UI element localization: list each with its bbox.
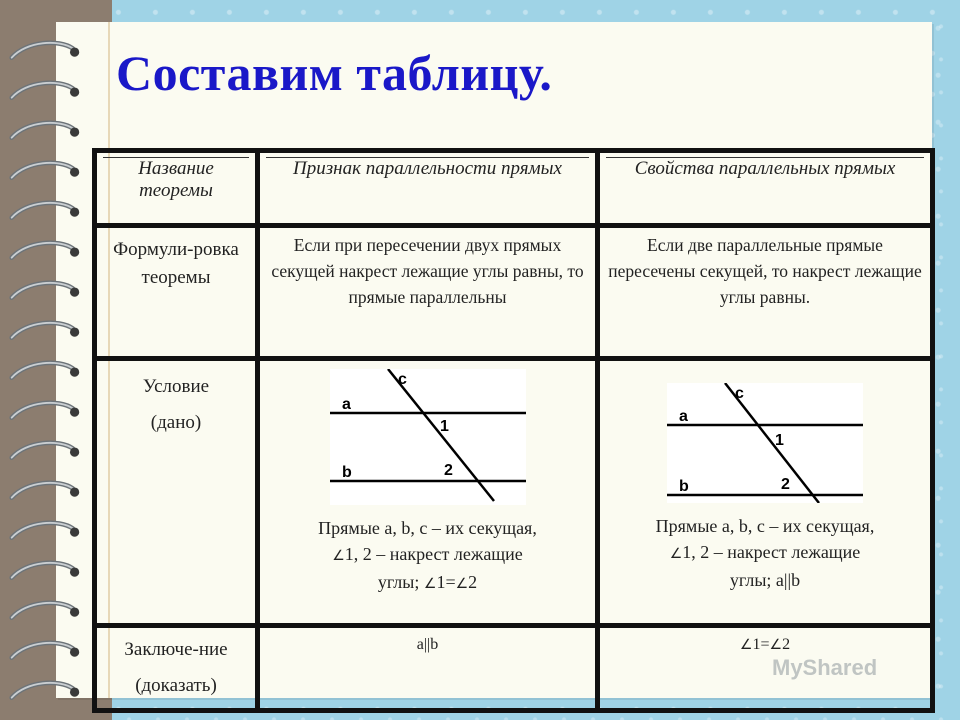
table-row-condition <box>95 359 933 626</box>
spiral-ring-icon <box>8 318 82 348</box>
angle-icon: ∠ <box>669 546 683 562</box>
table-row-formulation <box>95 226 933 359</box>
property-diagram <box>667 383 863 503</box>
spiral-ring-icon <box>8 78 82 108</box>
angle-icon: ∠ <box>332 548 345 564</box>
criterion-diagram <box>330 369 526 505</box>
conclusion-label: Заключе-ние (доказать) <box>95 626 258 711</box>
criterion-conclusion: a||b <box>258 626 598 711</box>
watermark-logo: MyShared <box>772 655 878 680</box>
diagram-label-1: 1 <box>439 418 449 435</box>
spiral-ring-icon <box>8 638 82 668</box>
spiral-ring-icon <box>8 678 82 708</box>
diagram-label-b: b <box>679 478 689 495</box>
angle-icon: ∠ <box>455 576 469 592</box>
spiral-ring-icon <box>8 158 82 188</box>
spiral-ring-icon <box>8 198 82 228</box>
diagram-label-1: 1 <box>775 432 784 449</box>
criterion-condition <box>258 359 598 626</box>
diagram-label-2: 2 <box>781 476 790 493</box>
formulation-label: Формули-ровка теоремы <box>95 226 258 359</box>
table-header-row <box>95 151 933 226</box>
header-property: Свойства параллельных прямых <box>598 151 933 226</box>
diagram-label-c: c <box>397 371 407 388</box>
spiral-ring-icon <box>8 598 82 628</box>
spiral-ring-icon <box>8 558 82 588</box>
spiral-ring-icon <box>8 438 82 468</box>
spiral-ring-icon <box>8 358 82 388</box>
header-theorem-name: Название теоремы <box>95 151 258 226</box>
criterion-formulation: Если при пересечении двух прямых секущей накрест лежащие углы равны, то прямые параллельны <box>258 226 598 359</box>
diagram-label-b: b <box>341 464 352 481</box>
header-criterion: Признак параллельности прямых <box>258 151 598 226</box>
spiral-ring-icon <box>8 38 82 68</box>
spiral-ring-icon <box>8 518 82 548</box>
angle-icon: ∠ <box>423 576 437 592</box>
diagram-label-a: a <box>341 396 351 413</box>
diagram-label-c: c <box>735 385 744 402</box>
condition-label: Условие (дано) <box>95 359 258 626</box>
angle-icon: ∠ <box>769 637 783 653</box>
criterion-condition-text: Прямые a, b, c – их секущая, ∠1, 2 – накрест лежащие углы; ∠1=∠2 <box>318 518 537 592</box>
property-conclusion: ∠1=∠2 <box>598 626 933 711</box>
spiral-ring-icon <box>8 278 82 308</box>
spiral-ring-icon <box>8 478 82 508</box>
page-title: Составим таблицу. <box>116 45 553 101</box>
theorem-table <box>92 148 935 713</box>
spiral-ring-icon <box>8 398 82 428</box>
property-condition-text: Прямые a, b, c – их секущая, ∠1, 2 – накрест лежащие углы; a||b <box>655 516 875 590</box>
diagram-label-a: a <box>679 408 688 425</box>
diagram-label-2: 2 <box>443 462 453 479</box>
property-condition <box>598 359 933 626</box>
angle-icon: ∠ <box>739 637 753 653</box>
spiral-ring-icon <box>8 238 82 268</box>
spiral-ring-icon <box>8 118 82 148</box>
property-formulation: Если две параллельные прямые пересечены секущей, то накрест лежащие углы равны. <box>598 226 933 359</box>
